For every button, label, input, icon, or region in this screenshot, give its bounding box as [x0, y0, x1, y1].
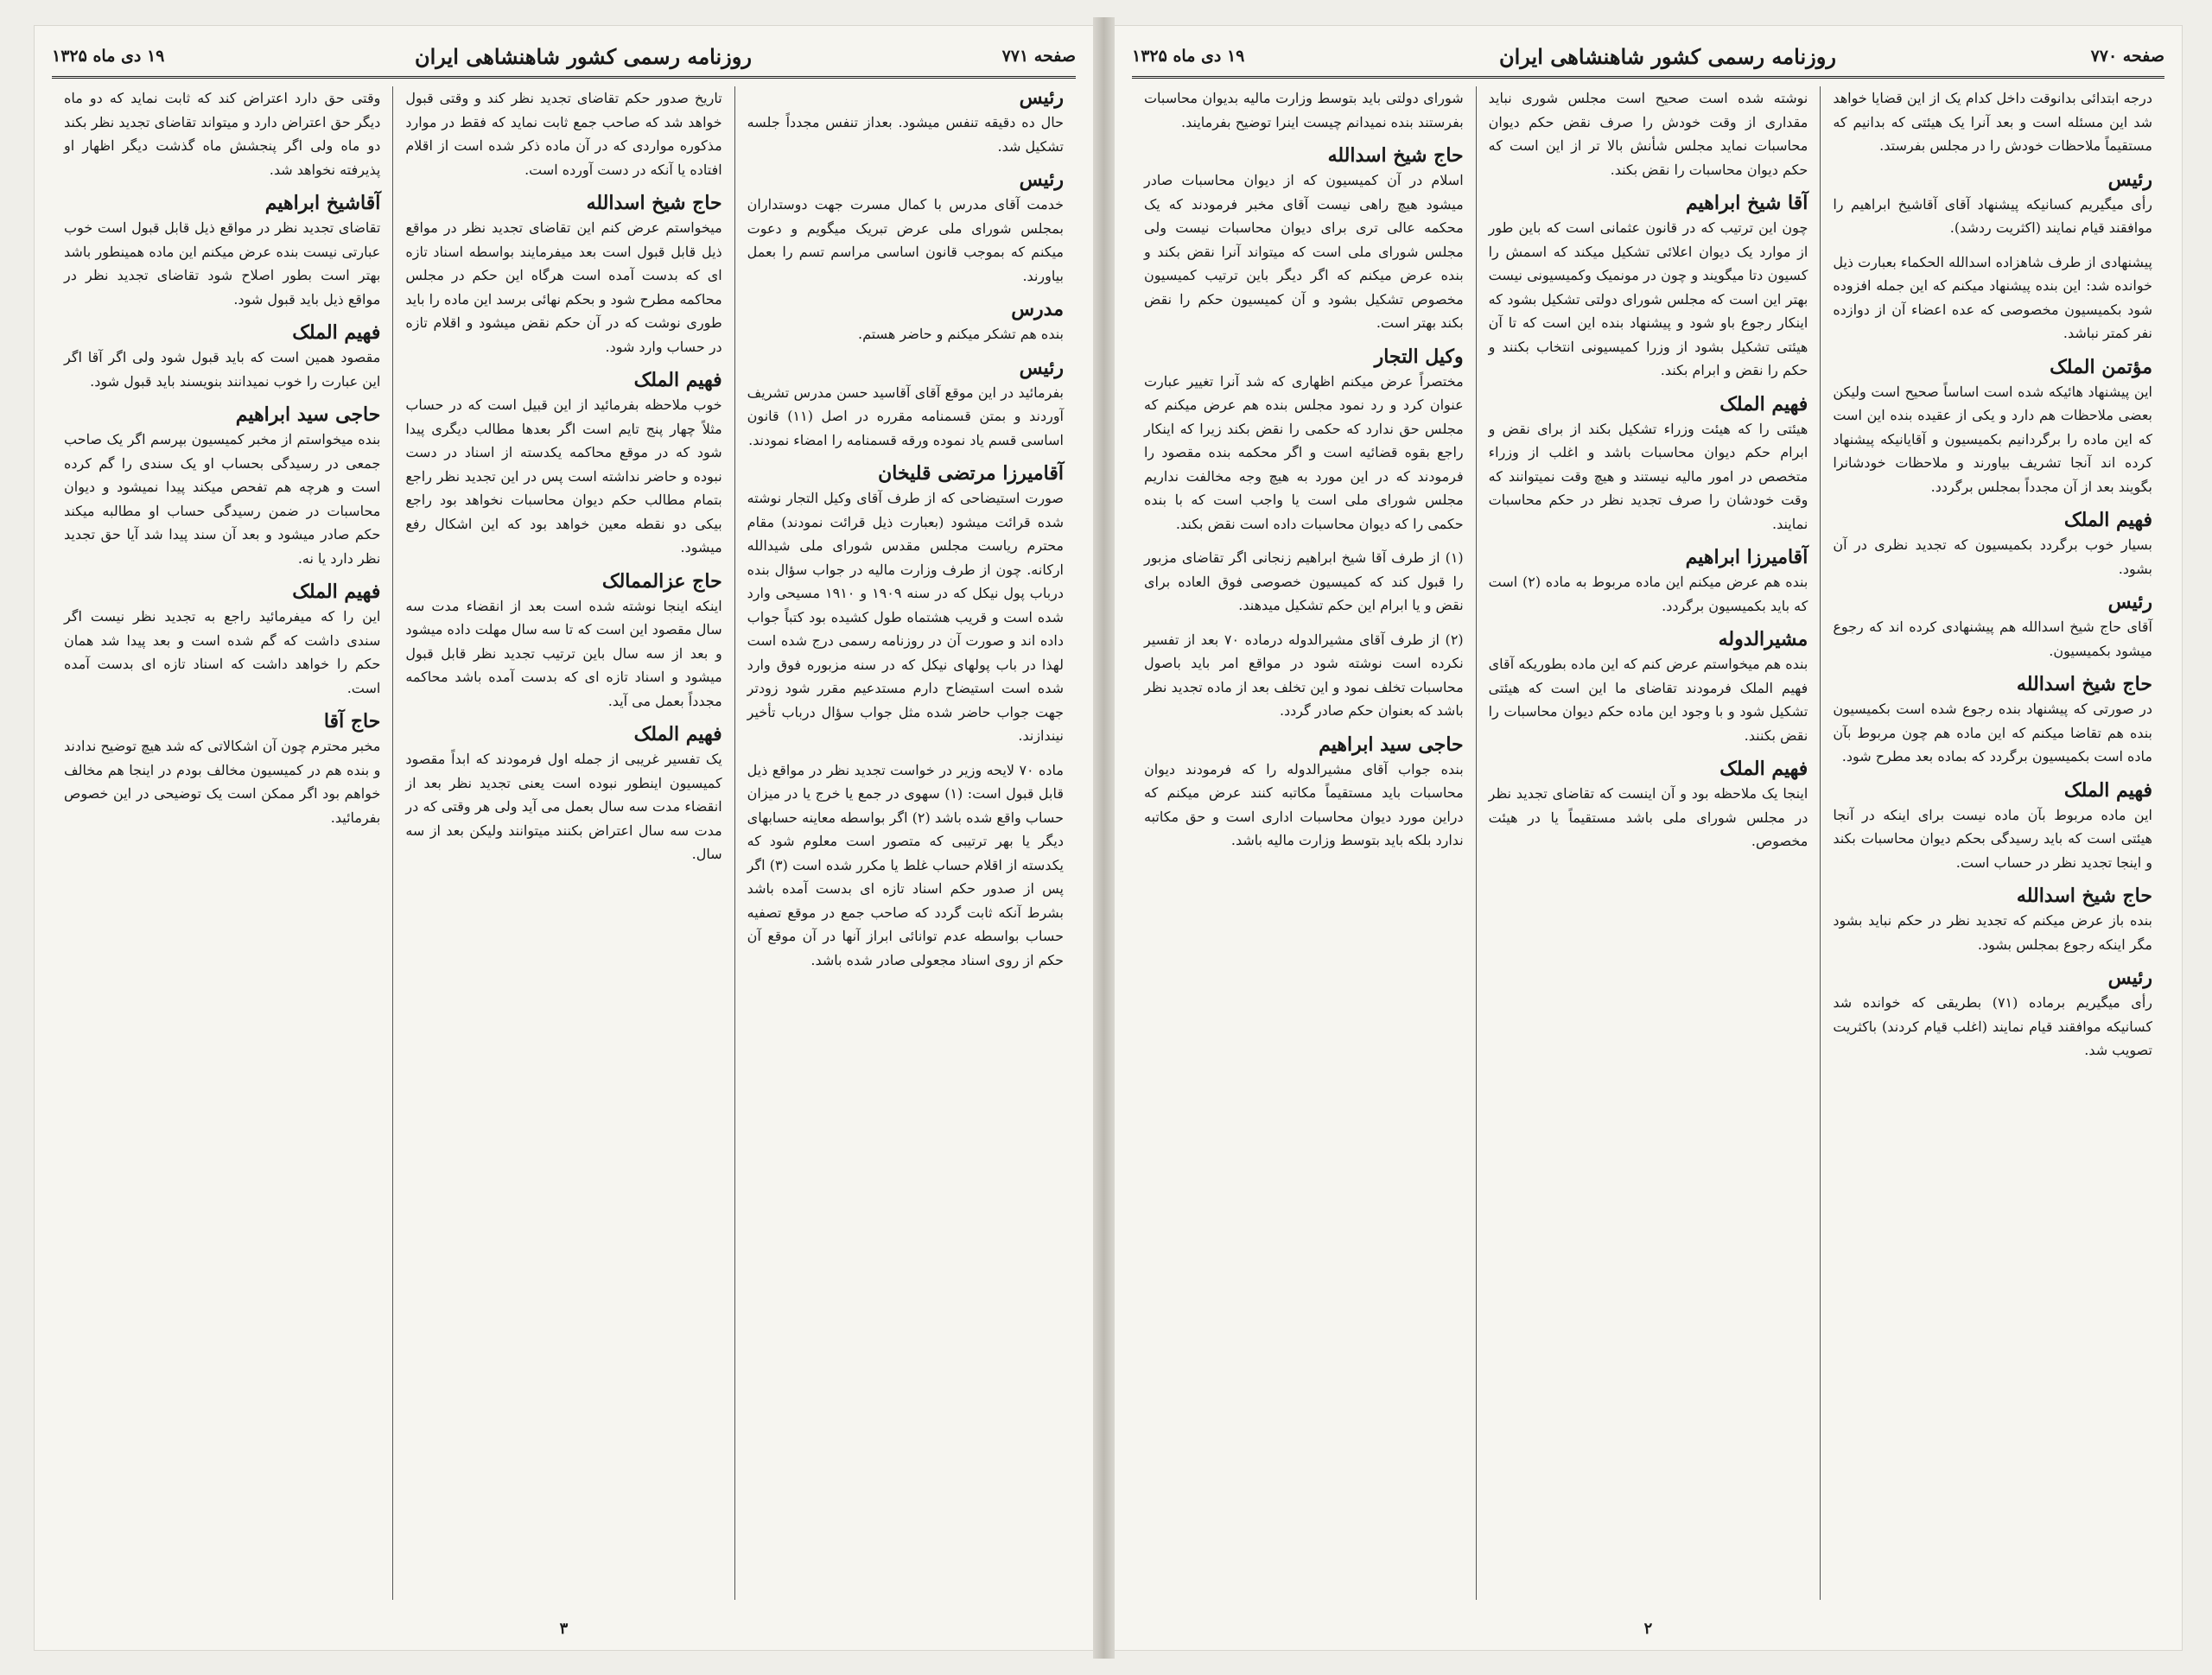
speech-text: ماده ۷۰ لایحه وزیر در خواست تجدید نظر در مواقع ذیل قابل قبول است: (۱) سهوی در جمع یا خرج یا در میزان حساب واقع شده باشد (۲) اگر بواسطه معاینه حسابهای دیگر یا بهر ترتیبی که متصور است معلوم شود که یکدسته از اقلام حساب غلط یا مکرر شده است (۳) اگر پس از صدور حکم اسناد تازه ای بدست آمده باشد بشرط آنکه ثابت گردد که صاحب جمع در موقع تصفیه حساب بواسطه عدم توانائی ابراز آنها در آن موقع آن حکم از روی اسناد مجعولی صادر شده باشد.: [747, 761, 1065, 968]
speech-text: مخبر محترم چون آن اشکالاتی که شد هیچ توضیح ندادند و بنده هم در کمیسیون مخالف بودم در اینجا هم مخالف خواهم بود اگر ممکن است یک توضیحی در این خصوص بفرمائید.: [64, 738, 381, 826]
speech-text: حال ده دقیقه تنفس میشود. بعداز تنفس مجدداً جلسه تشکیل شد.: [747, 114, 1064, 155]
right-newspaper-title: روزنامه رسمی کشور شاهنشاهی ایران: [1499, 43, 1836, 69]
speech-text: رأی میگیریم برماده (۷۱) بطریقی که خوانده شد کسانیکه موافقند قیام نمایند (اغلب قیام کردند) باکثریت تصویب شد.: [1833, 994, 2152, 1059]
speaker-name: رئیس: [2107, 591, 2152, 614]
speech-text: هیئتی را که هیئت وزراء تشکیل بکند از برای نقض و ابرام حکم دیوان محاسبات باشد و اغلب از وزراء متخصص در امور مالیه نیستند و هیچ وقت نمیتوانند که وقت خودشان را صرف تجدید نظر در حکم محاسبات نمایند.: [1488, 420, 1808, 532]
speaker-name: فهیم الملک: [1719, 392, 1808, 416]
speech-entry: [1833, 356, 2152, 499]
speech-text: پیشنهادی از طرف شاهزاده اسدالله الحکماء بعبارت ذیل خوانده شد: این بنده پیشنهاد میکنم که این جمله افزوده شود بکمیسیون مخصوصی که عده اعضاء آن از دوازده نفر کمتر نباشد.: [1833, 253, 2152, 342]
text-column: [1476, 86, 1821, 1600]
speech-text: این پیشنهاد هائیکه شده است اساساً صحیح است ولیکن بعضی ملاحظات هم دارد و یکی از عقیده بنده این است که این ماده را برگردانیم بکمیسیون و آقایانیکه پیشنهاد کرده اند آنجا تشریف بیاورند و ملاحظات خودشانرا بگویند بعد از آن مجدداً بمجلس برگردد.: [1833, 383, 2152, 495]
speech-text: این را که میفرمائید راجع به تجدید نظر نیست اگر سندی داشت که گم شده است و بعد پیدا شد همان حکم را خواهد داشت که اسناد تازه ای بدست آمده است.: [64, 608, 381, 696]
speech-text: بنده هم میخواستم عرض کنم که این ماده بطوریکه آقای فهیم الملک فرمودند تقاضای ما این است که هیئتی تشکیل شود و با وجود این ماده حکم دیوان محاسبات را نقض بکنند.: [1488, 656, 1808, 744]
speaker-name: فهیم الملک: [633, 723, 722, 746]
speaker-name: حاج شیخ اسدالله: [586, 192, 722, 215]
speech-entry: [747, 86, 1064, 158]
speaker-name: فهیم الملک: [292, 581, 381, 604]
speaker-name: آقا شیخ ابراهیم: [1686, 192, 1808, 215]
speech-entry: [64, 403, 380, 570]
left-issue-date: ۱۹ دی ماه ۱۳۲۵: [52, 47, 165, 66]
speaker-name: فهیم الملک: [2063, 778, 2152, 802]
speech-entry: [1489, 86, 1808, 181]
speech-text: اسلام در آن کمیسیون که از دیوان محاسبات صادر میشود هیچ راهی نیست آقای مخبر فرمودند که یک محکمه عالی تری برای دیوان محاسبات نیست ولی مجلس شورای ملی است که میتواند آنرا نقض بکند و بنده عرض میکنم که اگر دیگر باین ترتیب کمیسیون مخصوص تشکیل بشود و آن کمیسیون حکم را نقض بکند بهتر است.: [1143, 172, 1464, 332]
speech-entry: [64, 192, 380, 311]
speech-text: رأی میگیریم کسانیکه پیشنهاد آقای آقاشیخ ابراهیم را موافقند قیام نمایند (اکثریت ردشد).: [1833, 195, 2152, 237]
speech-entry: [747, 357, 1064, 453]
right-folio: ۲: [1643, 1620, 1653, 1638]
speech-entry: [1489, 628, 1808, 747]
speaker-name: فهیم الملک: [633, 369, 722, 392]
speech-text: (۲) از طرف آقای مشیرالدوله درماده ۷۰ بعد از تفسیر نکرده است نوشته شود در مواقع امر باید باصول محاسبات تخلف نمود و این تخلف بعد از ماده تجدید نظر باشد که بعنوان حکم صادر گردد.: [1143, 631, 1464, 720]
speech-entry: [1833, 251, 2152, 346]
speech-text: وقتی حق دارد اعتراض کند که ثابت نماید که دو ماه دیگر حق اعتراض دارد و میتواند تقاضای تجدید نظر بکند دو ماه ولی اگر پنجشش ماه گذشت دیگر اظهار او پذیرفته نخواهد شد.: [64, 90, 381, 178]
speech-text: اینکه اینجا نوشته شده است بعد از انقضاء مدت سه سال مقصود این است که تا سه سال مهلت داده میشود و بعد از سه سال باین ترتیب تجدید نظر قابل قبول میشود و اسناد تازه ای که بدست آمده باشد محاکمه مجدداً بعمل می آید.: [405, 597, 722, 709]
speech-entry: [1833, 967, 2152, 1063]
right-columns: [1132, 86, 2164, 1600]
speech-text: چون این ترتیب که در قانون عثمانی است که باین طور از موارد یک دیوان اعلائی تشکیل میکند که اسمش را کسیون دتا میگویند و چون در مونمیک وکمیسیونی نیست بهتر این است که مجلس شورای دولتی تشکیل بشود که اینکار رجوع باو شود و پیشنهاد بنده این است که تا آن هیئتی تشکیل بشود از وزرا کمیسیونی انتخاب بکنند و حکم را نقض و ابرام بکند.: [1488, 219, 1808, 379]
speaker-name: مؤتمن الملک: [2050, 355, 2152, 378]
speech-text: مقصود همین است که باید قبول شود ولی اگر آقا اگر این عبارت را خوب نمیدانند بنویسند باید قبول شود.: [64, 349, 381, 390]
speaker-name: آقامیرزا ابراهیم: [1685, 546, 1808, 569]
speaker-name: آقامیرزا مرتضی قلیخان: [878, 462, 1064, 485]
speaker-name: مشیرالدوله: [1718, 628, 1808, 651]
speech-entry: [1489, 192, 1808, 383]
text-column: [1132, 86, 1476, 1600]
speaker-name: حاجی سید ابراهیم: [235, 403, 381, 427]
speech-entry: [405, 369, 721, 560]
speech-text: صورت استیضاحی که از طرف آقای وکیل التجار نوشته شده قرائت میشود (بعبارت ذیل قرائت نمودند) مقام محترم ریاست مجلس مقدس شورای ملی شیدالله ارکانه. چون از طرف وزارت مالیه در جواب سؤال بنده درباب پول نیکل که در سنه ۱۹۰۹ و ۱۹۱۰ مسیحی وارد شده است و قریب هشتماه طول کشیده بود کتباً جواب داده اند و صورت آن در روزنامه رسمی درج شده است لهذا در باب پولهای نیکل که در سنه مزبوره فوق وارد شده است استیضاح دارم مستدعیم مقرر شود زودتر جهت جواب حاضر شده مثل جواب سؤال درباب تأخیر نیندازند.: [747, 490, 1064, 745]
speech-entry: [64, 321, 380, 393]
speaker-name: حاج آقا: [323, 710, 381, 733]
speaker-name: حاج شیخ اسدالله: [1327, 144, 1464, 168]
speaker-name: حاجی سید ابراهیم: [1319, 733, 1464, 756]
speech-entry: [1833, 168, 2152, 240]
left-columns: [52, 86, 1076, 1600]
speech-text: تاریخ صدور حکم تقاضای تجدید نظر کند و وقتی قبول خواهد شد که صاحب جمع ثابت نماید که فقط در موارد مذکوره مواردی که در آن ماده ذکر شده است از اقلام افتاده یا آنکه در دست آورده است.: [405, 90, 722, 178]
speech-text: خوب ملاحظه بفرمائید از این قبیل است که در حساب مثلاً چهار پنج تایم است اگر بعدها مطالب دیگری پیدا شود که در موقع محاکمه یکدسته از اسناد در دست نبوده و حاضر نداشته است پس در این تجدید نظر راجع بتمام مطالب حکم دیوان محاسبات نخواهد بود راجع بیکی دو نقطه معین خواهد بود که این اشکال رفع میشود.: [405, 397, 722, 556]
text-column: [52, 86, 392, 1600]
right-page-number: صفحه ۷۷۰: [2090, 47, 2164, 66]
speaker-name: حاج شیخ اسدالله: [2016, 673, 2152, 696]
speech-entry: [1144, 628, 1464, 723]
speaker-name: رئیس: [1019, 86, 1064, 109]
left-newspaper-title: روزنامه رسمی کشور شاهنشاهی ایران: [415, 43, 752, 69]
speech-text: این ماده مربوط بآن ماده نیست برای اینکه در آنجا هیئتی است که باید رسیدگی بحکم دیوان محاسبات بکند و اینجا تجدید نظر در حساب است.: [1833, 806, 2152, 871]
speech-text: شورای دولتی باید بتوسط وزارت مالیه بدیوان محاسبات بفرستند بنده نمیدانم چیست اینرا توضیح بفرمایند.: [1143, 90, 1464, 130]
speech-text: میخواستم عرض کنم این تقاضای تجدید نظر در مواقع ذیل قابل قبول است بعد میفرمایند بواسطه اسناد تازه ای که بدست آمده است هرگاه این حکم در مجلس محاکمه مطرح شود و بحکم نهائی برسد این ماده را باید طوری نوشت که در آن حکم نقض میشود و اقلام تازه در حساب وارد شود.: [405, 219, 722, 355]
speech-entry: [747, 168, 1064, 288]
speech-entry: [1144, 546, 1464, 618]
speech-text: درجه ابتدائی بدانوقت داخل کدام یک از این قضایا خواهد شد این مسئله است و بعد آنرا یک هیئتی که بدانیم که مستقیماً ملاحظات خودش را در مجلس بفرستد.: [1833, 90, 2152, 155]
speech-entry: [1144, 346, 1464, 536]
speech-text: تقاضای تجدید نظر در مواقع ذیل قابل قبول است خوب عبارتی نیست بنده عرض میکنم این ماده همینطور باشد بهتر است بطور اصلاح شود تقاضای تجدید نظر در مواقع ذیل باید قبول شود.: [64, 219, 381, 308]
right-issue-date: ۱۹ دی ماه ۱۳۲۵: [1132, 47, 1245, 66]
left-page-number: صفحه ۷۷۱: [1001, 47, 1076, 66]
speech-entry: [1489, 393, 1808, 536]
speech-entry: [405, 723, 721, 866]
right-masthead: [1132, 36, 2164, 79]
right-page: [1115, 26, 2182, 1650]
speech-text: در صورتی که پیشنهاد بنده رجوع شده است بکمیسیون بنده هم تقاضا میکنم که این ماده هم چون مربوط بآن ماده است بکمیسیون برگردد که بماده بعد مطرح شود.: [1833, 701, 2152, 765]
speaker-name: حاج شیخ اسدالله: [2016, 885, 2152, 908]
speaker-name: رئیس: [2107, 967, 2152, 990]
speaker-name: رئیس: [1019, 168, 1064, 192]
speech-text: (۱) از طرف آقا شیخ ابراهیم زنجانی اگر تقاضای مزبور را قبول کند که کمیسیون خصوصی فوق العاده برای نقض و یا ابرام این حکم تشکیل میدهند.: [1143, 549, 1464, 614]
text-column: [392, 86, 734, 1600]
speaker-name: فهیم الملک: [292, 321, 381, 345]
speech-entry: [747, 462, 1064, 748]
speech-text: مختصراً عرض میکنم اظهاری که شد آنرا تغییر عبارت عنوان کرد و رد نمود مجلس بنده هم عرض میکنم که مجلس حق ندارد که حکمی را نقض بکند زیرا که اینکار راجع بقوه قضائیه است و اگر محکمه بنده مقصود را فرمودند که در این مورد به هیچ وجه مخالفت نداریم مجلس شورای ملی است یا واجب است که با بنده حکمی را که دیوان محاسبات داده است نقض بکند.: [1143, 372, 1464, 532]
speech-entry: [1489, 758, 1808, 853]
speaker-name: حاج عزالممالک: [601, 569, 722, 593]
speech-entry: [1144, 144, 1464, 335]
left-folio: ۳: [559, 1620, 569, 1638]
speaker-name: مدرس: [1011, 298, 1064, 321]
speech-entry: [64, 86, 380, 181]
speaker-name: فهیم الملک: [2063, 509, 2152, 532]
speech-text: آقای حاج شیخ اسدالله هم پیشنهادی کرده اند که رجوع میشود بکمیسیون.: [1833, 619, 2152, 659]
speech-entry: [1144, 733, 1464, 853]
speech-entry: [1489, 546, 1808, 618]
text-column: [734, 86, 1076, 1600]
speech-text: بنده جواب آقای مشیرالدوله را که فرمودند دیوان محاسبات باید مستقیماً مکاتبه کنند عرض میکنم که دراین مورد دیوان محاسبات اداری است و حق مکاتبه ندارد بلکه باید بتوسط وزارت مالیه باشد.: [1143, 760, 1464, 849]
speech-entry: [1833, 86, 2152, 158]
speaker-name: رئیس: [1019, 356, 1064, 379]
left-masthead: [52, 36, 1076, 79]
speech-text: یک تفسیر غریبی از جمله اول فرمودند که ابداً مقصود کمیسیون اینطور نبوده است یعنی تجدید نظر بعد از انقضاء مدت سه سال بعمل می آید ولی هر وقتی که در مدت سه سال اعتراض بکنند میتوانند ولیکن بعد از سه سال.: [405, 751, 722, 863]
speech-entry: [405, 570, 721, 714]
text-column: [1820, 86, 2164, 1600]
speech-entry: [1833, 509, 2152, 581]
speech-entry: [64, 581, 380, 700]
speech-entry: [747, 758, 1064, 973]
speech-text: بنده هم تشکر میکنم و حاضر هستم.: [858, 326, 1064, 343]
left-page: [35, 26, 1093, 1650]
speech-text: بنده باز عرض میکنم که تجدید نظر در حکم نباید بشود مگر اینکه رجوع بمجلس بشود.: [1833, 912, 2152, 953]
speech-entry: [1833, 673, 2152, 769]
speaker-name: فهیم الملک: [1719, 758, 1808, 781]
speech-entry: [1833, 591, 2152, 663]
speech-entry: [405, 192, 721, 358]
speaker-name: رئیس: [2107, 168, 2152, 191]
speech-entry: [1833, 779, 2152, 875]
speech-entry: [64, 710, 380, 829]
speaker-name: وکیل التجار: [1374, 345, 1464, 368]
speech-entry: [405, 86, 721, 181]
book-gutter: [1093, 17, 1115, 1659]
speech-text: اینجا یک ملاحظه بود و آن اینست که تقاضای تجدید نظر در مجلس شورای ملی باشد مستقیماً یا در هیئت مخصوص.: [1488, 785, 1808, 850]
speech-entry: [1144, 86, 1464, 134]
speaker-name: آقاشیخ ابراهیم: [264, 192, 381, 215]
speech-entry: [1833, 885, 2152, 956]
speech-text: بسیار خوب برگردد بکمیسیون که تجدید نظری در آن بشود.: [1833, 536, 2152, 577]
speech-entry: [747, 298, 1064, 346]
speech-text: بنده هم عرض میکنم این ماده مربوط به ماده (۲) است که باید بکمیسیون برگردد.: [1488, 574, 1808, 614]
speech-text: خدمت آقای مدرس با کمال مسرت جهت دوستداران بمجلس شورای ملی عرض تبریک میگویم و دعوت میکنم که بموجب قانون اساسی مراسم تسم را بعمل بیاورند.: [747, 196, 1064, 284]
speech-text: بفرمائید در این موقع آقای آقاسید حسن مدرس تشریف آوردند و بمتن قسمنامه مقرره در اصل (۱۱) قانون اساسی قسم یاد نموده ورقه قسمنامه را امضاء نمودند.: [747, 384, 1064, 448]
speech-text: نوشته شده است صحیح است مجلس شوری نباید مقداری از وقت خودش را صرف نقض حکم دیوان محاسبات نماید مجلس شأنش بالا تر از این است که حکم دیوان محاسبات را نقض بکند.: [1488, 90, 1808, 178]
speech-text: بنده میخواستم از مخبر کمیسیون بپرسم اگر یک صاحب جمعی در رسیدگی بحساب او یک سندی را گم کرده است و هرچه هم تفحص میکند پیدا نمیشود و دیوان محاسبات در ضمن رسیدگی حساب او مطالبه میکند حکم صادر میشود و بعد آن سند پیدا شد آیا حق تجدید نظر دارد یا نه.: [64, 431, 381, 567]
